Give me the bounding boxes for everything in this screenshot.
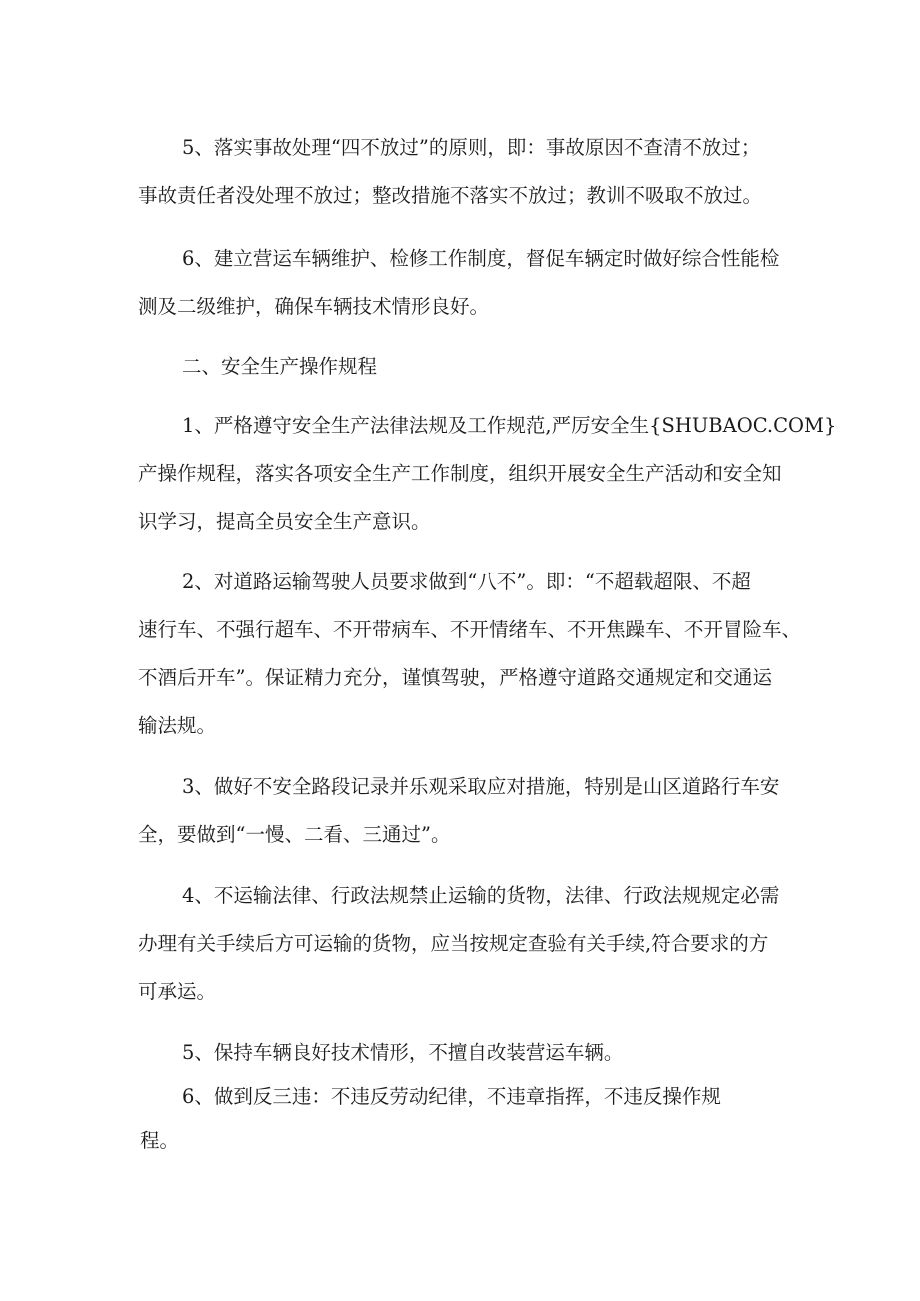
text-line: 测及二级维护，确保车辆技术情形良好。 [138, 295, 490, 318]
text-line: 3、做好不安全路段记录并乐观采取应对措施，特别是山区道路行车安 [182, 775, 780, 798]
text-line: 不酒后开车”。保证精力充分，谨慎驾驶，严格遵守道路交通规定和交通运 [138, 666, 772, 689]
text-line: 可承运。 [138, 980, 217, 1003]
text-line: 5、落实事故处理“四不放过”的原则，即：事故原因不查清不放过； [182, 136, 761, 159]
text-line: 输法规。 [138, 714, 217, 737]
text-line: 5、保持车辆良好技术情形，不擅自改装营运车辆。 [182, 1041, 624, 1064]
text-line: 1、严格遵守安全生产法律法规及工作规范,严厉安全生{SHUBAOC.COM} [182, 414, 837, 437]
text-line: 2、对道路运输驾驶人员要求做到“八不”。即：“不超载超限、不超 [182, 570, 751, 593]
text-line: 程。 [140, 1129, 180, 1152]
text-line: 产操作规程，落实各项安全生产工作制度，组织开展安全生产活动和安全知 [138, 462, 782, 485]
text-line: 6、建立营运车辆维护、检修工作制度，督促车辆定时做好综合性能检 [182, 247, 780, 270]
text-line: 4、不运输法律、行政法规禁止运输的货物，法律、行政法规规定必需 [182, 884, 780, 907]
text-line: 速行车、不强行超车、不开带病车、不开情绪车、不开焦躁车、不开冒险车、 [138, 618, 802, 641]
text-line: 识学习，提高全员安全生产意识。 [138, 510, 431, 533]
text-line: 全，要做到“一慢、二看、三通过”。 [138, 823, 451, 846]
section-heading: 二、安全生产操作规程 [182, 355, 378, 378]
text-line: 办理有关手续后方可运输的货物，应当按规定查验有关手续,符合要求的方 [138, 932, 769, 955]
text-line: 事故责任者没处理不放过；整改措施不落实不放过；教训不吸取不放过。 [138, 184, 763, 207]
text-line: 6、做到反三违：不违反劳动纪律，不违章指挥，不违反操作规 [182, 1085, 721, 1108]
